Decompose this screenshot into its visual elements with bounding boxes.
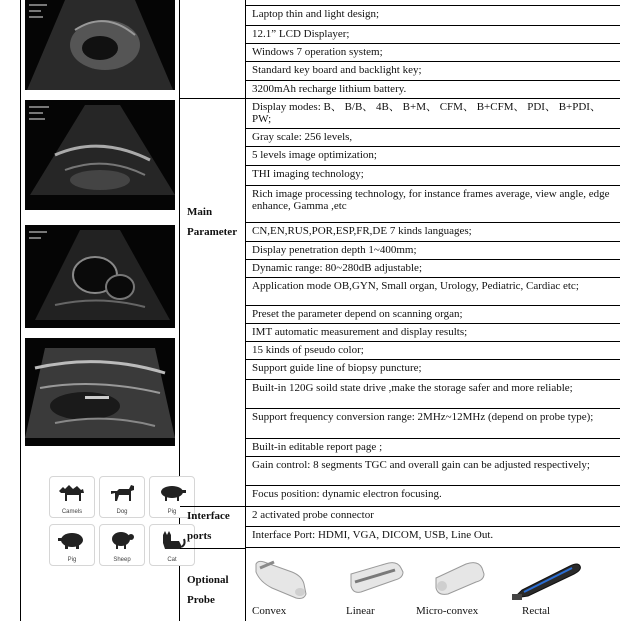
- probe-label-linear: Linear: [346, 605, 375, 617]
- ultrasound-image-3: [25, 225, 175, 328]
- label-column: [180, 0, 246, 621]
- animal-label: Pig: [167, 509, 177, 515]
- micro-convex-probe-image: [430, 558, 490, 607]
- divider: [180, 98, 246, 99]
- image-column: [20, 0, 180, 621]
- spec-row: 5 levels image optimization;: [246, 146, 620, 165]
- spec-row: CN,EN,RUS,POR,ESP,FR,DE 7 kinds languages;: [246, 222, 620, 241]
- spec-row: 15 kinds of pseudo color;: [246, 341, 620, 359]
- micro-convex-probe-icon: [430, 558, 490, 602]
- spec-row: Rich image processing technology, for instance frames average, view angle, edge enhance, Gamma ,etc: [246, 185, 620, 222]
- section-label-interface: [187, 506, 230, 546]
- probe-label-micro-convex: Micro-convex: [416, 605, 479, 617]
- spec-row: Application mode OB,GYN, Small organ, Urology, Pediatric, Cardiac etc;: [246, 277, 620, 305]
- section-label-line: ports: [187, 530, 212, 542]
- linear-probe-icon: [345, 558, 407, 602]
- pig-icon: [57, 529, 87, 551]
- spec-row: 2 activated probe connector: [246, 506, 620, 526]
- animal-tile-camel: [49, 476, 95, 518]
- rectal-probe-image: [510, 558, 584, 607]
- spec-row: Support guide line of biopsy puncture;: [246, 359, 620, 379]
- animal-label: Pig: [67, 557, 77, 563]
- section-label-line: Probe: [187, 594, 215, 606]
- animal-label: Cat: [167, 557, 177, 563]
- ultrasound-image-4: [25, 338, 175, 446]
- animal-label: Dog: [116, 509, 128, 515]
- probe-label-rectal: Rectal: [522, 605, 551, 617]
- section-label-line: Main: [187, 206, 213, 218]
- linear-probe-image: [345, 558, 407, 607]
- ultrasound-image-2: [25, 100, 175, 210]
- spec-row: Standard key board and backlight key;: [246, 61, 620, 80]
- section-label-optional: [187, 570, 229, 610]
- spec-row: IMT automatic measurement and display results;: [246, 323, 620, 341]
- section-label-line: Parameter: [187, 226, 238, 238]
- animal-tile-pig-2: [49, 524, 95, 566]
- spec-row: THI imaging technology;: [246, 165, 620, 185]
- spec-row: Built-in editable report page ;: [246, 438, 620, 456]
- spec-row: Display penetration depth 1~400mm;: [246, 241, 620, 259]
- sheep-icon: [107, 529, 137, 551]
- divider: [180, 548, 246, 549]
- spec-row: Built-in 120G soild state drive ,make the storage safer and more reliable;: [246, 379, 620, 408]
- camel-icon: [57, 481, 87, 503]
- spec-row: Preset the parameter depend on scanning organ;: [246, 305, 620, 323]
- spec-row: Gray scale: 256 levels,: [246, 128, 620, 146]
- convex-probe-icon: [252, 558, 312, 602]
- spec-row: Display modes: B、 B/B、 4B、 B+M、 CFM、 B+CFM、 PDI、 B+PDI、 PW;: [246, 98, 620, 128]
- spec-row: 3200mAh recharge lithium battery.: [246, 80, 620, 98]
- spec-row: Focus position: dynamic electron focusing.: [246, 485, 620, 506]
- divider: [180, 506, 246, 507]
- spec-row: Support frequency conversion range: 2MHz~12MHz (depend on probe type);: [246, 408, 620, 438]
- spec-row: Gain control: 8 segments TGC and overall gain can be adjusted respectively;: [246, 456, 620, 485]
- dog-icon: [107, 481, 137, 503]
- convex-probe-image: [252, 558, 312, 607]
- spec-row: Dynamic range: 80~280dB adjustable;: [246, 259, 620, 277]
- rectal-probe-icon: [510, 558, 584, 602]
- section-label-line: Optional: [187, 574, 229, 586]
- animal-tile-dog: [99, 476, 145, 518]
- animal-label: Camels: [61, 509, 83, 515]
- section-label-main: [187, 202, 237, 242]
- ultrasound-image-1: [25, 0, 175, 90]
- probe-label-convex: Convex: [252, 605, 287, 617]
- animal-label: Sheep: [113, 557, 131, 563]
- spec-row: Interface Port: HDMI, VGA, DICOM, USB, Line Out.: [246, 526, 620, 548]
- spec-row: Laptop thin and light design;: [246, 5, 620, 25]
- spec-row: Windows 7 operation system;: [246, 43, 620, 61]
- section-label-line: Interface: [187, 510, 230, 522]
- animal-tile-sheep: [99, 524, 145, 566]
- spec-row: 12.1” LCD Displayer;: [246, 25, 620, 43]
